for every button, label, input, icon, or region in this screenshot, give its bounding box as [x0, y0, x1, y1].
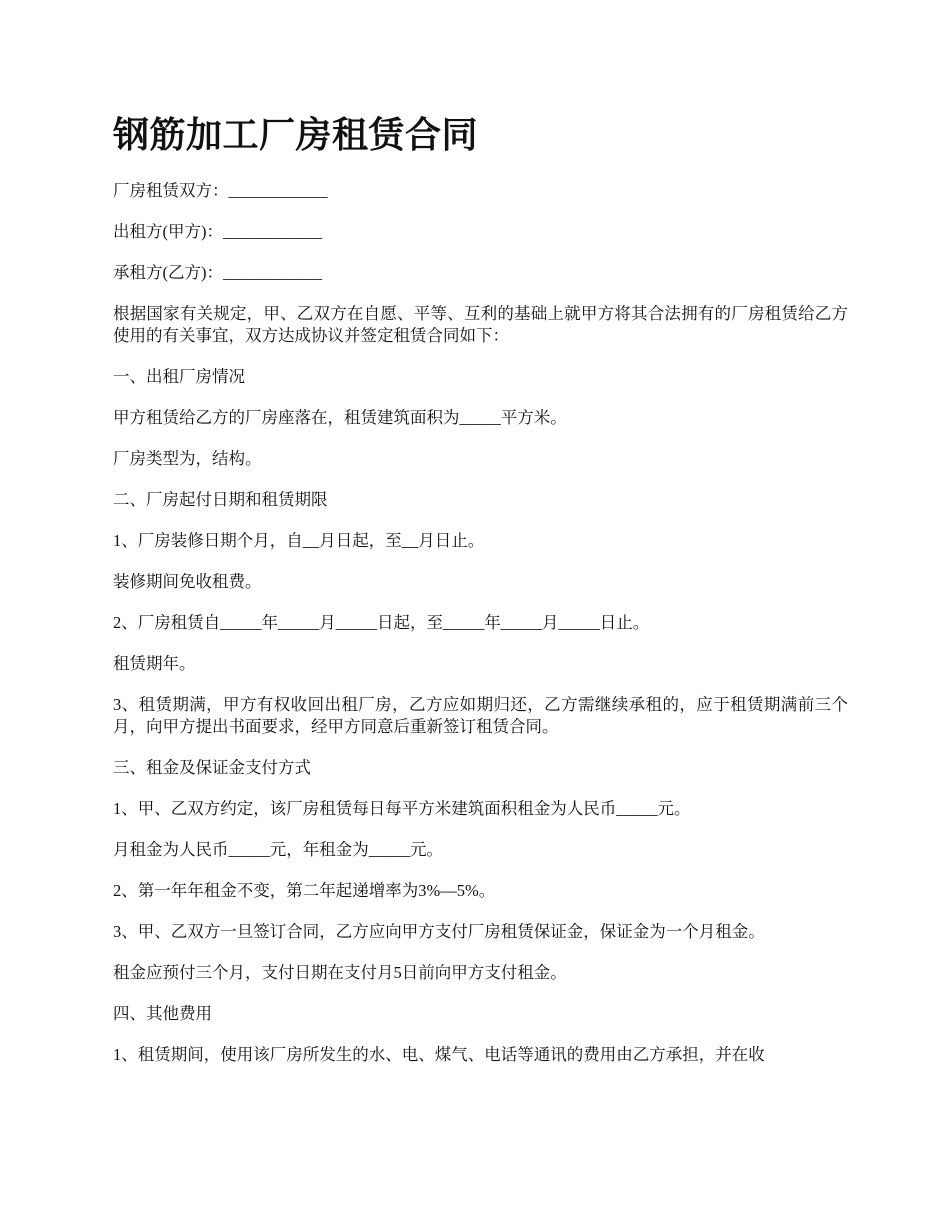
paragraph: 1、甲、乙双方约定，该厂房租赁每日每平方米建筑面积租金为人民币_____元。 [113, 799, 691, 818]
paragraph-lessee: 承租方(乙方)：____________ [113, 263, 322, 282]
paragraph: 3、甲、乙双方一旦签订合同，乙方应向甲方支付厂房租赁保证金，保证金为一个月租金。 [113, 922, 765, 941]
paragraph: 甲方租赁给乙方的厂房座落在，租赁建筑面积为_____平方米。 [113, 408, 567, 427]
paragraph-preamble: 根据国家有关规定，甲、乙双方在自愿、平等、互利的基础上就甲方将其合法拥有的厂房租赁给乙方使用的有关事宜，双方达成协议并签定租赁合同如下： [113, 304, 848, 345]
contract-page [113, 108, 848, 1085]
paragraph: 2、厂房租赁自_____年_____月_____日起，至_____年_____月_____日止。 [113, 613, 650, 632]
paragraph: 月租金为人民币_____元，年租金为_____元。 [113, 840, 443, 859]
paragraph: 1、厂房装修日期个月，自__月日起，至__月日止。 [113, 531, 485, 550]
paragraph-parties: 厂房租赁双方：____________ [113, 181, 328, 200]
paragraph: 装修期间免收租费。 [113, 572, 262, 591]
paragraph: 2、第一年年租金不变，第二年起递增率为3%—5%。 [113, 881, 496, 900]
section-heading-2: 二、厂房起付日期和租赁期限 [113, 490, 328, 509]
paragraph: 厂房类型为，结构。 [113, 449, 262, 468]
paragraph: 3、租赁期满，甲方有权收回出租厂房，乙方应如期归还，乙方需继续承租的，应于租赁期满前三个月，向甲方提出书面要求，经甲方同意后重新签订租赁合同。 [113, 695, 848, 736]
section-heading-4: 四、其他费用 [113, 1004, 212, 1023]
section-heading-1: 一、出租厂房情况 [113, 367, 245, 386]
section-heading-3: 三、租金及保证金支付方式 [113, 758, 311, 777]
paragraph-lessor: 出租方(甲方)：____________ [113, 222, 322, 241]
document-title: 钢筋加工厂房租赁合同 [113, 115, 479, 156]
paragraph: 租赁期年。 [113, 654, 196, 673]
paragraph: 1、租赁期间，使用该厂房所发生的水、电、煤气、电话等通讯的费用由乙方承担，并在收 [113, 1045, 765, 1064]
paragraph: 租金应预付三个月，支付日期在支付月5日前向甲方支付租金。 [113, 963, 567, 982]
